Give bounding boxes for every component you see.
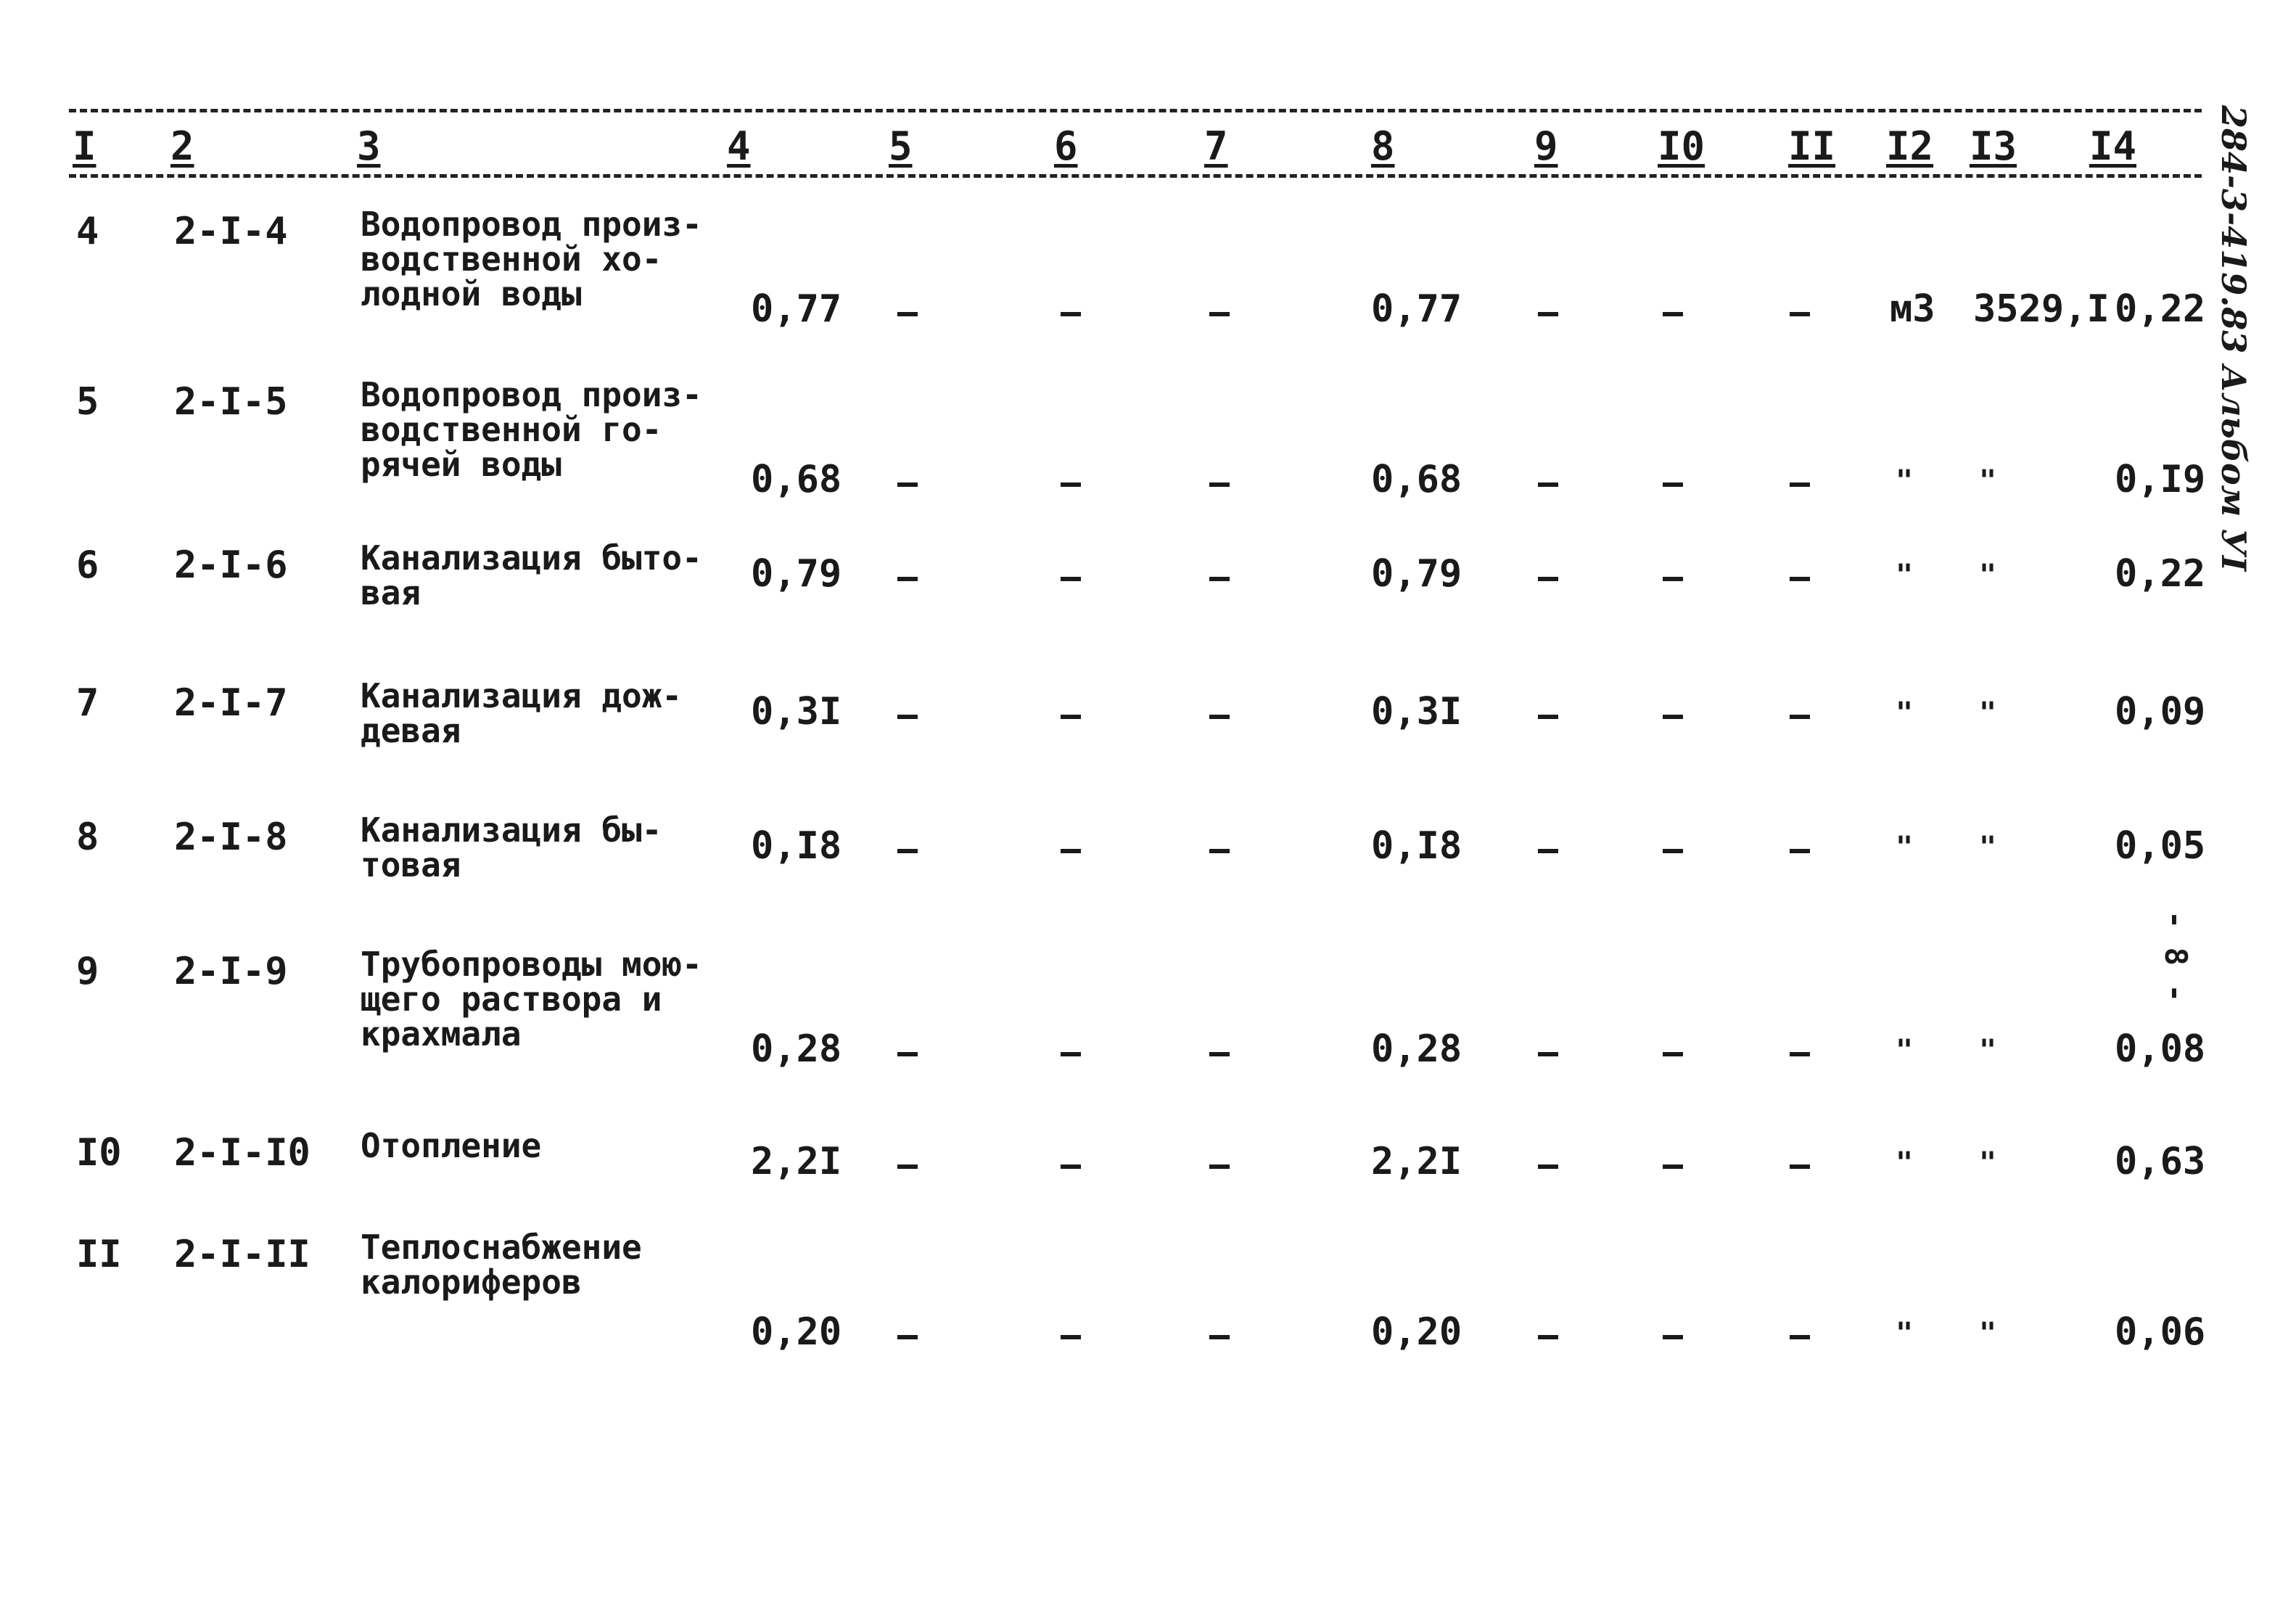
value-c14: 0,I9 <box>2115 458 2206 501</box>
row-number: 6 <box>76 543 99 587</box>
empty-value-dash <box>1061 1164 1081 1169</box>
ditto-mark: " <box>1896 831 1914 864</box>
row-number: 4 <box>76 210 99 253</box>
item-description-line: Канализация быто- <box>361 538 702 578</box>
item-description-line: девая <box>361 711 461 750</box>
empty-value-dash <box>1663 577 1683 581</box>
empty-value-dash <box>1209 312 1230 316</box>
empty-value-dash <box>1209 715 1230 719</box>
item-description-line: водственной го- <box>361 410 662 449</box>
item-description-line: Трубопроводы мою- <box>361 945 702 984</box>
column-header-10: I0 <box>1658 123 1705 169</box>
item-description-line: крахмала <box>361 1014 522 1053</box>
column-header-13: I3 <box>1970 123 2017 169</box>
side-label: 284-3-419.83 Альбом УI <box>2214 105 2253 572</box>
empty-value-dash <box>1538 1335 1558 1339</box>
value-c8: 2,2I <box>1371 1140 1462 1183</box>
item-code: 2-I-4 <box>174 210 288 253</box>
value-c8: 0,68 <box>1371 458 1462 501</box>
empty-value-dash <box>1538 1052 1558 1056</box>
empty-value-dash <box>897 849 918 853</box>
item-code: 2-I-8 <box>174 816 288 859</box>
column-header-6: 6 <box>1054 123 1078 169</box>
empty-value-dash <box>1790 1052 1810 1056</box>
empty-value-dash <box>1663 312 1683 316</box>
empty-value-dash <box>1209 577 1230 581</box>
ditto-mark: " <box>1896 559 1914 592</box>
value-c14: 0,08 <box>2115 1027 2206 1071</box>
empty-value-dash <box>1790 312 1810 316</box>
ditto-mark: " <box>1979 464 1997 498</box>
value-c14: 0,06 <box>2115 1310 2206 1354</box>
row-number: 9 <box>76 950 99 993</box>
empty-value-dash <box>897 312 918 316</box>
item-description-line: калориферов <box>361 1262 582 1302</box>
row-number: 8 <box>76 816 99 859</box>
ditto-mark: " <box>1896 1034 1914 1067</box>
value-c12: м3 <box>1890 287 1935 331</box>
empty-value-dash <box>1663 715 1683 719</box>
empty-value-dash <box>1790 849 1810 853</box>
value-c14: 0,09 <box>2115 690 2206 734</box>
empty-value-dash <box>1061 1052 1081 1056</box>
row-number: 7 <box>76 681 99 725</box>
column-header-7: 7 <box>1204 123 1228 169</box>
empty-value-dash <box>1790 577 1810 581</box>
empty-value-dash <box>1538 312 1558 316</box>
ditto-mark: " <box>1896 464 1914 498</box>
top-dashed-rule <box>69 109 2202 112</box>
ditto-mark: " <box>1979 1317 1997 1350</box>
empty-value-dash <box>897 482 918 487</box>
empty-value-dash <box>1663 1164 1683 1169</box>
column-header-2: 2 <box>170 123 194 169</box>
empty-value-dash <box>897 1335 918 1339</box>
item-code: 2-I-9 <box>174 950 288 993</box>
empty-value-dash <box>1209 1052 1230 1056</box>
empty-value-dash <box>1538 577 1558 581</box>
item-code: 2-I-6 <box>174 543 288 587</box>
item-description-line: товая <box>361 845 461 884</box>
column-header-11: II <box>1788 123 1836 169</box>
value-c13: 3529,I <box>1973 287 2110 331</box>
empty-value-dash <box>1790 1164 1810 1169</box>
empty-value-dash <box>1663 482 1683 487</box>
column-header-9: 9 <box>1534 123 1558 169</box>
item-description-line: щего раствора и <box>361 979 662 1019</box>
column-header-3: 3 <box>357 123 381 169</box>
value-c4: 2,2I <box>751 1140 842 1183</box>
item-description-line: Теплоснабжение <box>361 1228 642 1267</box>
column-header-1: I <box>73 123 96 169</box>
empty-value-dash <box>1061 312 1081 316</box>
value-c8: 0,77 <box>1371 287 1462 331</box>
empty-value-dash <box>1209 1335 1230 1339</box>
empty-value-dash <box>897 1164 918 1169</box>
ditto-mark: " <box>1979 559 1997 592</box>
item-description-line: Канализация дож- <box>361 676 683 715</box>
empty-value-dash <box>1790 715 1810 719</box>
item-description-line: рячей воды <box>361 445 561 484</box>
value-c14: 0,22 <box>2115 552 2206 596</box>
empty-value-dash <box>1538 849 1558 853</box>
empty-value-dash <box>897 577 918 581</box>
empty-value-dash <box>1061 577 1081 581</box>
ditto-mark: " <box>1896 1146 1914 1180</box>
ditto-mark: " <box>1979 1146 1997 1180</box>
column-header-12: I2 <box>1886 123 1934 169</box>
empty-value-dash <box>1061 715 1081 719</box>
value-c14: 0,05 <box>2115 824 2206 868</box>
item-description-line: Канализация бы- <box>361 810 662 850</box>
value-c4: 0,20 <box>751 1310 842 1354</box>
item-description-line: Водопровод произ- <box>361 205 702 244</box>
empty-value-dash <box>1061 482 1081 487</box>
column-header-5: 5 <box>889 123 913 169</box>
item-code: 2-I-7 <box>174 681 288 725</box>
value-c4: 0,28 <box>751 1027 842 1071</box>
item-code: 2-I-5 <box>174 380 288 424</box>
value-c8: 0,3I <box>1371 690 1462 734</box>
empty-value-dash <box>1663 1335 1683 1339</box>
value-c8: 0,79 <box>1371 552 1462 596</box>
value-c4: 0,68 <box>751 458 842 501</box>
value-c4: 0,3I <box>751 690 842 734</box>
value-c4: 0,I8 <box>751 824 842 868</box>
value-c14: 0,22 <box>2115 287 2206 331</box>
empty-value-dash <box>897 715 918 719</box>
value-c8: 0,28 <box>1371 1027 1462 1071</box>
value-c8: 0,20 <box>1371 1310 1462 1354</box>
row-number: II <box>76 1233 122 1276</box>
empty-value-dash <box>1538 715 1558 719</box>
item-description-line: водственной хо- <box>361 239 662 279</box>
header-dashed-rule <box>69 174 2202 178</box>
item-code: 2-I-II <box>174 1233 310 1276</box>
row-number: I0 <box>76 1131 122 1175</box>
ditto-mark: " <box>1979 1034 1997 1067</box>
empty-value-dash <box>1209 849 1230 853</box>
item-description-line: Отопление <box>361 1126 542 1165</box>
empty-value-dash <box>1790 482 1810 487</box>
ditto-mark: " <box>1979 831 1997 864</box>
empty-value-dash <box>1663 1052 1683 1056</box>
empty-value-dash <box>1209 1164 1230 1169</box>
item-description-line: лодной воды <box>361 274 582 313</box>
item-code: 2-I-I0 <box>174 1131 310 1175</box>
empty-value-dash <box>1790 1335 1810 1339</box>
ditto-mark: " <box>1979 697 1997 730</box>
empty-value-dash <box>897 1052 918 1056</box>
empty-value-dash <box>1663 849 1683 853</box>
value-c4: 0,79 <box>751 552 842 596</box>
ditto-mark: " <box>1896 1317 1914 1350</box>
empty-value-dash <box>1538 482 1558 487</box>
row-number: 5 <box>76 380 99 424</box>
value-c8: 0,I8 <box>1371 824 1462 868</box>
empty-value-dash <box>1538 1164 1558 1169</box>
item-description-line: вая <box>361 573 421 612</box>
item-description-line: Водопровод произ- <box>361 375 702 414</box>
empty-value-dash <box>1061 1335 1081 1339</box>
column-header-8: 8 <box>1371 123 1395 169</box>
value-c14: 0,63 <box>2115 1140 2206 1183</box>
empty-value-dash <box>1061 849 1081 853</box>
page-number: - 8 - <box>2158 911 2194 1003</box>
column-header-4: 4 <box>727 123 751 169</box>
column-header-14: I4 <box>2089 123 2137 169</box>
empty-value-dash <box>1209 482 1230 487</box>
ditto-mark: " <box>1896 697 1914 730</box>
value-c4: 0,77 <box>751 287 842 331</box>
